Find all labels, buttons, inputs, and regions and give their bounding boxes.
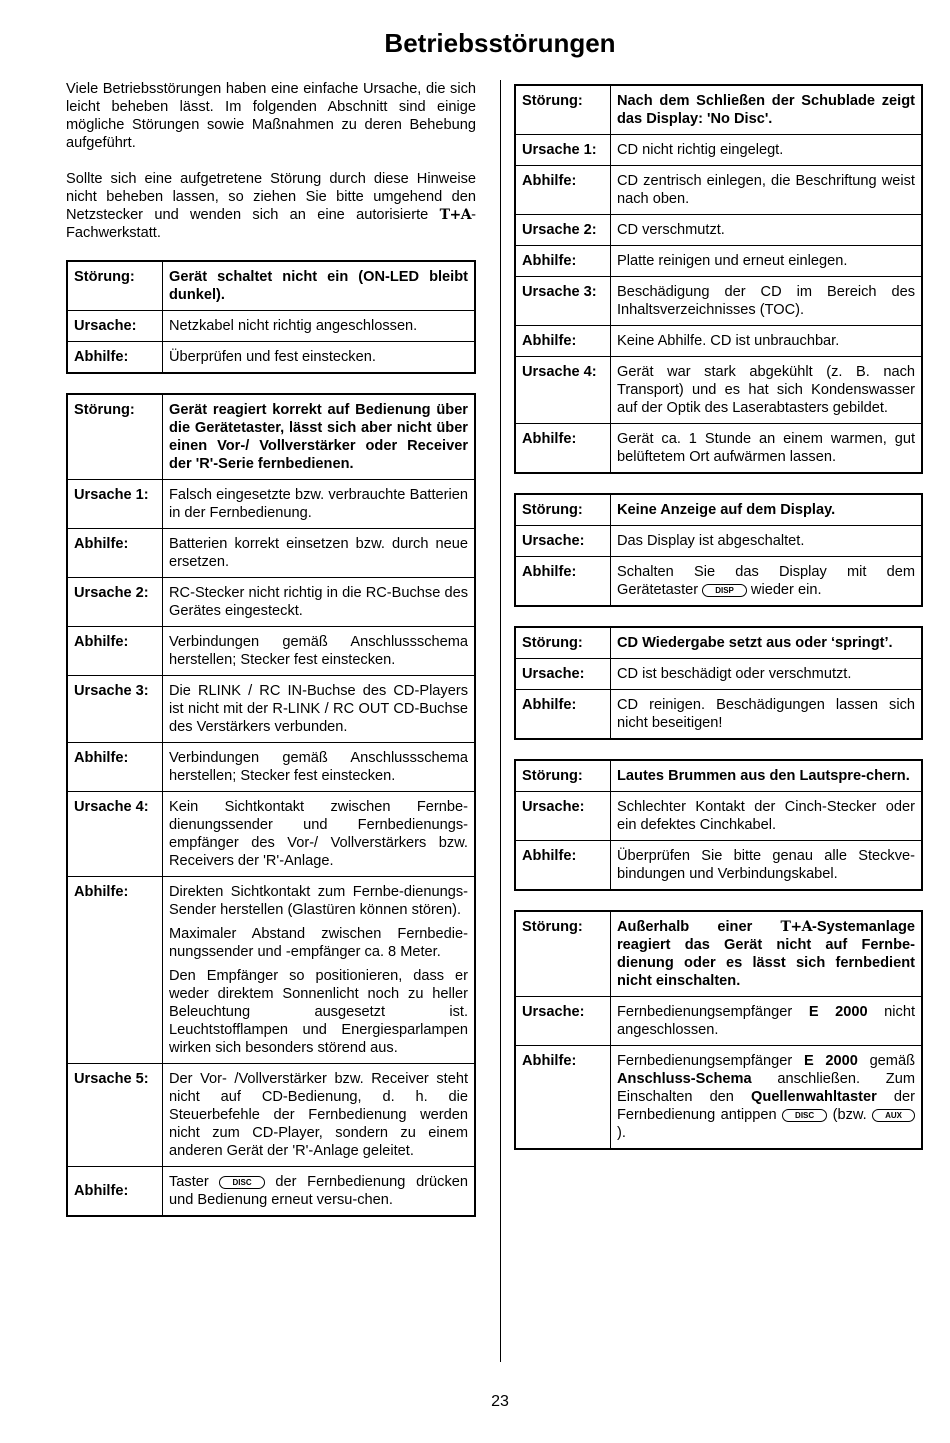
table-row: [515, 277, 922, 326]
table-row: [67, 1167, 475, 1217]
table-row: [515, 494, 922, 526]
ursache-1-text: Falsch eingesetzte bzw. verbrauchte Batterien in der Fernbedienung.: [163, 480, 476, 529]
ursache-5-text: Der Vor- /Vollverstärker bzw. Receiver steht nicht auf CD-Bedienung, d. h. die Steuerbefehle der Fernbedienung werden nicht zum CD-Player, sondern zu einem anderen Gerät der 'R'-Anlage geleitet.: [163, 1064, 476, 1167]
abhilfe-text: Überprüfen und fest einstecken.: [163, 342, 476, 374]
table-row: [515, 841, 922, 891]
table-row: [67, 743, 475, 792]
ursache-cell: [611, 997, 923, 1046]
label-abhilfe: Abhilfe:: [67, 743, 163, 792]
disc-key-icon: DISC: [782, 1109, 827, 1122]
abhilfe-text-6: ).: [617, 1125, 626, 1141]
label-abhilfe: Abhilfe:: [515, 841, 611, 891]
table-row: [515, 792, 922, 841]
abhilfe-text: Überprüfen Sie bitte genau alle Steckve-bindungen und Verbindungskabel.: [611, 841, 923, 891]
model-name: E 2000: [803, 1053, 858, 1069]
abhilfe-text-4: der Fernbedienung antippen: [617, 1089, 915, 1123]
abhilfe-text-1: Fernbedienungsempfänger: [617, 1053, 793, 1069]
right-column: [514, 84, 923, 1169]
ursache-2-text: RC-Stecker nicht richtig in die RC-Buchse des Gerätes eingesteckt.: [163, 578, 476, 627]
table-row: [515, 997, 922, 1046]
label-stoerung: Störung:: [515, 627, 611, 659]
trouble-table-skipping: [514, 626, 923, 740]
abhilfe-text-5: (bzw.: [832, 1107, 867, 1123]
stoerung-text: Gerät reagiert korrekt auf Bedienung über die Gerätetaster, lässt sich aber nicht über einen Vor-/ Vollverstärker oder Receiver der 'R'-Serie fernbedienen.: [163, 394, 476, 480]
label-ursache-2: Ursache 2:: [515, 215, 611, 246]
label-abhilfe: Abhilfe:: [515, 690, 611, 740]
table-row: [515, 526, 922, 557]
ursache-text-2: nicht angeschlossen.: [617, 1004, 915, 1038]
label-ursache-5: Ursache 5:: [67, 1064, 163, 1167]
abhilfe-2-text: Platte reinigen und erneut einlegen.: [611, 246, 923, 277]
aux-key-icon: AUX: [872, 1109, 915, 1122]
trouble-table-hum: [514, 759, 923, 891]
label-ursache: Ursache:: [515, 792, 611, 841]
abhilfe-1-text: CD zentrisch einlegen, die Beschriftung weist nach oben.: [611, 166, 923, 215]
abhilfe-4-text: Gerät ca. 1 Stunde an einem warmen, gut belüftetem Ort aufwärmen lassen.: [611, 424, 923, 474]
label-abhilfe: Abhilfe:: [515, 166, 611, 215]
table-row: [515, 326, 922, 357]
stoerung-text: Gerät schaltet nicht ein (ON-LED bleibt dunkel).: [163, 261, 476, 311]
intro-paragraph-2: [66, 170, 476, 242]
table-row: [515, 215, 922, 246]
table-row: [515, 166, 922, 215]
abhilfe-cell: [611, 557, 923, 607]
label-abhilfe: Abhilfe:: [515, 246, 611, 277]
label-ursache-1: Ursache 1:: [67, 480, 163, 529]
table-row: [67, 261, 475, 311]
table-row: [67, 342, 475, 374]
intro-paragraph-2-end: -Fachwerkstatt.: [66, 207, 476, 241]
label-abhilfe: Abhilfe:: [515, 557, 611, 607]
ursache-3-text: Beschädigung der CD im Bereich des Inhaltsverzeichnisses (TOC).: [611, 277, 923, 326]
label-stoerung: Störung:: [515, 760, 611, 792]
label-ursache: Ursache:: [515, 659, 611, 690]
ursache-text: Das Display ist abgeschaltet.: [611, 526, 923, 557]
abhilfe-4-text-3: Den Empfänger so positionieren, dass er weder direktem Sonnenlicht noch zu heller Beleuchtung ausgesetzt ist. Leuchtstofflampen und Energiesparlampen wirken sich besonders störend aus.: [169, 968, 468, 1056]
abhilfe-5-text-2: der Fernbedienung drücken und Bedienung erneut versu-chen.: [169, 1174, 468, 1208]
trouble-table-remote: [66, 393, 476, 1217]
intro-paragraph-1: Viele Betriebsstörungen haben eine einfache Ursache, die sich leicht beheben lässt. Im folgenden Abschnitt sind einige mögliche Störungen sowie Maßnahmen zu deren Behebung aufgeführt.: [66, 81, 476, 151]
label-abhilfe: Abhilfe:: [515, 424, 611, 474]
abhilfe-cell: [611, 1046, 923, 1150]
label-ursache-2: Ursache 2:: [67, 578, 163, 627]
brand-logo: T+A: [780, 919, 812, 935]
table-row: [515, 557, 922, 607]
abhilfe-3-text: Verbindungen gemäß Anschlussschema herstellen; Stecker fest einstecken.: [163, 743, 476, 792]
table-row: [515, 911, 922, 997]
table-row: [515, 659, 922, 690]
stoerung-text: Lautes Brummen aus den Lautspre-chern.: [611, 760, 923, 792]
label-abhilfe: Abhilfe:: [67, 1167, 163, 1217]
stoerung-text-2: -Systemanlage reagiert das Gerät nicht auf Fernbe-dienung oder es lässt sich fernbedient nicht einschalten.: [617, 919, 915, 989]
table-row: [67, 676, 475, 743]
abhilfe-1-text: Batterien korrekt einsetzen bzw. durch neue ersetzen.: [163, 529, 476, 578]
table-row: [67, 627, 475, 676]
table-row: [67, 792, 475, 877]
stoerung-cell: [611, 911, 923, 997]
ursache-4-text: Kein Sichtkontakt zwischen Fernbe-dienungssender und Fernbedienungs-empfänger des Vor-/ Vollverstärkers bzw. Receivers der 'R'-Anlage.: [163, 792, 476, 877]
trouble-table-no-display: [514, 493, 923, 607]
intro-paragraph-2-text: Sollte sich eine aufgetretene Störung durch diese Hinweise nicht beheben lassen, so ziehen Sie bitte umgehend den Netzstecker und wenden sich an eine autorisierte: [66, 171, 476, 223]
label-abhilfe: Abhilfe:: [67, 529, 163, 578]
ursache-4-text: Gerät war stark abgekühlt (z. B. nach Transport) und es hat sich Kondenswasser auf der Optik des Laserabtasters gebildet.: [611, 357, 923, 424]
ursache-text: Schlechter Kontakt der Cinch-Stecker oder ein defektes Cinchkabel.: [611, 792, 923, 841]
table-row: [515, 135, 922, 166]
stoerung-text: Keine Anzeige auf dem Display.: [611, 494, 923, 526]
label-abhilfe: Abhilfe:: [515, 1046, 611, 1150]
label-ursache: Ursache:: [515, 526, 611, 557]
table-row: [67, 394, 475, 480]
label-ursache-4: Ursache 4:: [67, 792, 163, 877]
trouble-table-no-disc: [514, 84, 923, 474]
label-stoerung: Störung:: [67, 394, 163, 480]
abhilfe-5-text-1: Taster: [169, 1174, 209, 1190]
label-ursache-1: Ursache 1:: [515, 135, 611, 166]
label-ursache-3: Ursache 3:: [67, 676, 163, 743]
label-abhilfe: Abhilfe:: [515, 326, 611, 357]
abhilfe-4-cell: [163, 877, 476, 1064]
trouble-table-power: [66, 260, 476, 374]
label-stoerung: Störung:: [515, 85, 611, 135]
table-row: [67, 877, 475, 1064]
abhilfe-text-3: anschließen. Zum Einschalten den: [617, 1071, 915, 1105]
table-row: [515, 85, 922, 135]
abhilfe-text-1: Schalten Sie das Display mit dem Gerätetaster: [617, 564, 915, 598]
table-row: [67, 529, 475, 578]
ursache-1-text: CD nicht richtig eingelegt.: [611, 135, 923, 166]
label-abhilfe: Abhilfe:: [67, 877, 163, 1064]
ursache-text-1: Fernbedienungsempfänger: [617, 1004, 793, 1020]
ursache-text: Netzkabel nicht richtig angeschlossen.: [163, 311, 476, 342]
model-name: E 2000: [808, 1004, 868, 1020]
stoerung-text: Nach dem Schließen der Schublade zeigt das Display: 'No Disc'.: [611, 85, 923, 135]
table-row: [67, 1064, 475, 1167]
label-stoerung: Störung:: [515, 494, 611, 526]
abhilfe-4-text-2: Maximaler Abstand zwischen Fernbedie-nungssender und -empfänger ca. 8 Meter.: [169, 926, 468, 960]
table-row: [67, 578, 475, 627]
label-stoerung: Störung:: [515, 911, 611, 997]
label-abhilfe: Abhilfe:: [67, 342, 163, 374]
trouble-table-standalone: [514, 910, 923, 1150]
abhilfe-3-text: Keine Abhilfe. CD ist unbrauchbar.: [611, 326, 923, 357]
disc-key-icon: DISC: [219, 1176, 264, 1189]
label-ursache-3: Ursache 3:: [515, 277, 611, 326]
ursache-3-text: Die RLINK / RC IN-Buchse des CD-Players ist nicht mit der R-LINK / RC OUT CD-Buchse des Verstärkers verbunden.: [163, 676, 476, 743]
table-row: [515, 424, 922, 474]
table-row: [515, 246, 922, 277]
table-row: [515, 627, 922, 659]
column-divider: [500, 80, 501, 1362]
label-ursache: Ursache:: [515, 997, 611, 1046]
page-title: Betriebsstörungen: [384, 28, 616, 58]
abhilfe-text-2: gemäß: [869, 1053, 915, 1069]
stoerung-text-1: Außerhalb einer: [617, 919, 753, 935]
table-row: [515, 357, 922, 424]
table-row: [515, 690, 922, 740]
ursache-2-text: CD verschmutzt.: [611, 215, 923, 246]
label-ursache: Ursache:: [67, 311, 163, 342]
table-row: [515, 1046, 922, 1150]
page-number: 23: [491, 1393, 509, 1410]
table-row: [515, 760, 922, 792]
schema-term: Anschluss-Schema: [617, 1071, 752, 1087]
label-abhilfe: Abhilfe:: [67, 627, 163, 676]
brand-logo: T+A: [439, 207, 472, 223]
taster-term: Quellenwahltaster: [751, 1089, 877, 1105]
label-ursache-4: Ursache 4:: [515, 357, 611, 424]
abhilfe-text-2: wieder ein.: [750, 582, 822, 598]
intro-text: [66, 80, 476, 242]
label-stoerung: Störung:: [67, 261, 163, 311]
abhilfe-5-cell: [163, 1167, 476, 1217]
abhilfe-2-text: Verbindungen gemäß Anschlussschema herstellen; Stecker fest einstecken.: [163, 627, 476, 676]
abhilfe-text: CD reinigen. Beschädigungen lassen sich nicht beseitigen!: [611, 690, 923, 740]
stoerung-text: CD Wiedergabe setzt aus oder ‘springt’.: [611, 627, 923, 659]
table-row: [67, 311, 475, 342]
table-row: [67, 480, 475, 529]
abhilfe-4-text-1: Direkten Sichtkontakt zum Fernbe-dienungs-Sender herstellen (Glastüren können stören).: [169, 884, 468, 918]
left-column: [66, 80, 476, 1236]
disp-key-icon: DISP: [702, 584, 747, 597]
ursache-text: CD ist beschädigt oder verschmutzt.: [611, 659, 923, 690]
